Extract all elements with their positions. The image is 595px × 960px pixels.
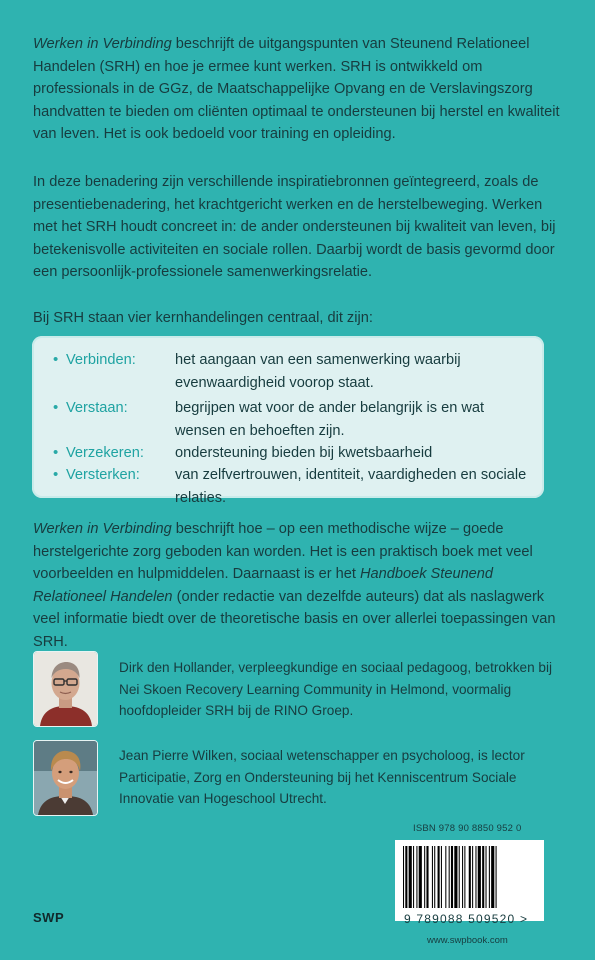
bullet-icon: • [53, 466, 59, 483]
core-action-item [32, 442, 544, 464]
core-action-term: Versterken: [66, 467, 140, 483]
core-action-term: Verstaan: [66, 400, 128, 416]
core-action-item [32, 349, 544, 394]
core-action-item [32, 397, 544, 442]
website-link[interactable]: www.swpbook.com [427, 935, 508, 946]
core-action-term: Verzekeren: [66, 445, 144, 461]
author-photo [33, 740, 98, 816]
handbook-title: Handboek Steunend Relationeel Handelen [33, 566, 494, 605]
core-action-desc: van zelfvertrouwen, identiteit, vaardigheden en sociale relaties. [175, 467, 527, 506]
author-bio: Jean Pierre Wilken, sociaal wetenschapper en psycholoog, is lector Participatie, Zorg en Ondersteuning bij het Kenniscentrum Sociale Innovatie van Hogeschool Utrecht. [119, 748, 525, 806]
core-action-desc: begrijpen wat voor de ander belangrijk is en wat wensen en behoeften zijn. [175, 400, 485, 439]
core-actions-box [32, 336, 544, 506]
core-action-desc: ondersteuning bieden bij kwetsbaarheid [175, 445, 433, 461]
intro-text: beschrijft de uitgangspunten van Steunend Relationeel Handelen (SRH) en hoe je ermee kunt werken. SRH is ontwikkeld om professionals in de GGz, de Maatschappelijke Opvang en de Verslavingszorg handvatten te bieden om cliënten optimaal te ondersteunen bij herstel en kwaliteit van leven. Het is ook bedoeld voor training en opleiding. [33, 36, 560, 142]
book-title: Werken in Verbinding [33, 521, 172, 537]
book-title: Werken in Verbinding [33, 36, 172, 52]
bullet-icon: • [53, 444, 59, 461]
isbn-text: ISBN 978 90 8850 952 0 [413, 823, 522, 834]
publisher-logo: SWP [33, 910, 65, 925]
approach-paragraph: In deze benadering zijn verschillende inspiratiebronnen geïntegreerd, zoals de presentiebenadering, het krachtgericht werken en de herstelbeweging. Werken met het SRH houdt concreet in: de ander ondersteunen bij kwaliteit van leven, bij betekenisvolle activiteiten en sociale rollen. Daarbij wordt de basis gevormd door een persoonlijk-professionele samenwerkingsrelatie. [33, 174, 556, 280]
method-text: (onder redactie van dezelfde auteurs) dat als naslagwerk veel informatie biedt over de theoretische basis en over allerlei toepassingen van SRH. [33, 588, 556, 650]
core-action-term: Verbinden: [66, 352, 136, 368]
method-text: beschrijft hoe – op een methodische wijze – goede herstelgerichte zorg geboden kan worden. Het is een praktisch boek met veel voorbeelden en hulpmiddelen. Daarnaast is er het [33, 521, 533, 582]
barcode-bars [395, 840, 544, 921]
core-actions-intro: Bij SRH staan vier kernhandelingen centraal, dit zijn: [33, 310, 373, 326]
core-action-desc: het aangaan van een samenwerking waarbij evenwaardigheid voorop staat. [175, 352, 461, 391]
author-bio: Dirk den Hollander, verpleegkundige en sociaal pedagoog, betrokken bij Nei Skoen Recovery Learning Community in Helmond, voormalig hoofdopleider SRH bij de RINO Groep. [119, 660, 553, 718]
intro-paragraph [33, 33, 563, 146]
core-action-item [32, 464, 544, 506]
bullet-icon: • [53, 399, 59, 416]
bullet-icon: • [53, 351, 59, 368]
method-paragraph [33, 518, 563, 653]
barcode [395, 840, 544, 921]
barcode-digits: 9 789088 509520 > [404, 912, 529, 926]
author-photo [33, 651, 98, 727]
